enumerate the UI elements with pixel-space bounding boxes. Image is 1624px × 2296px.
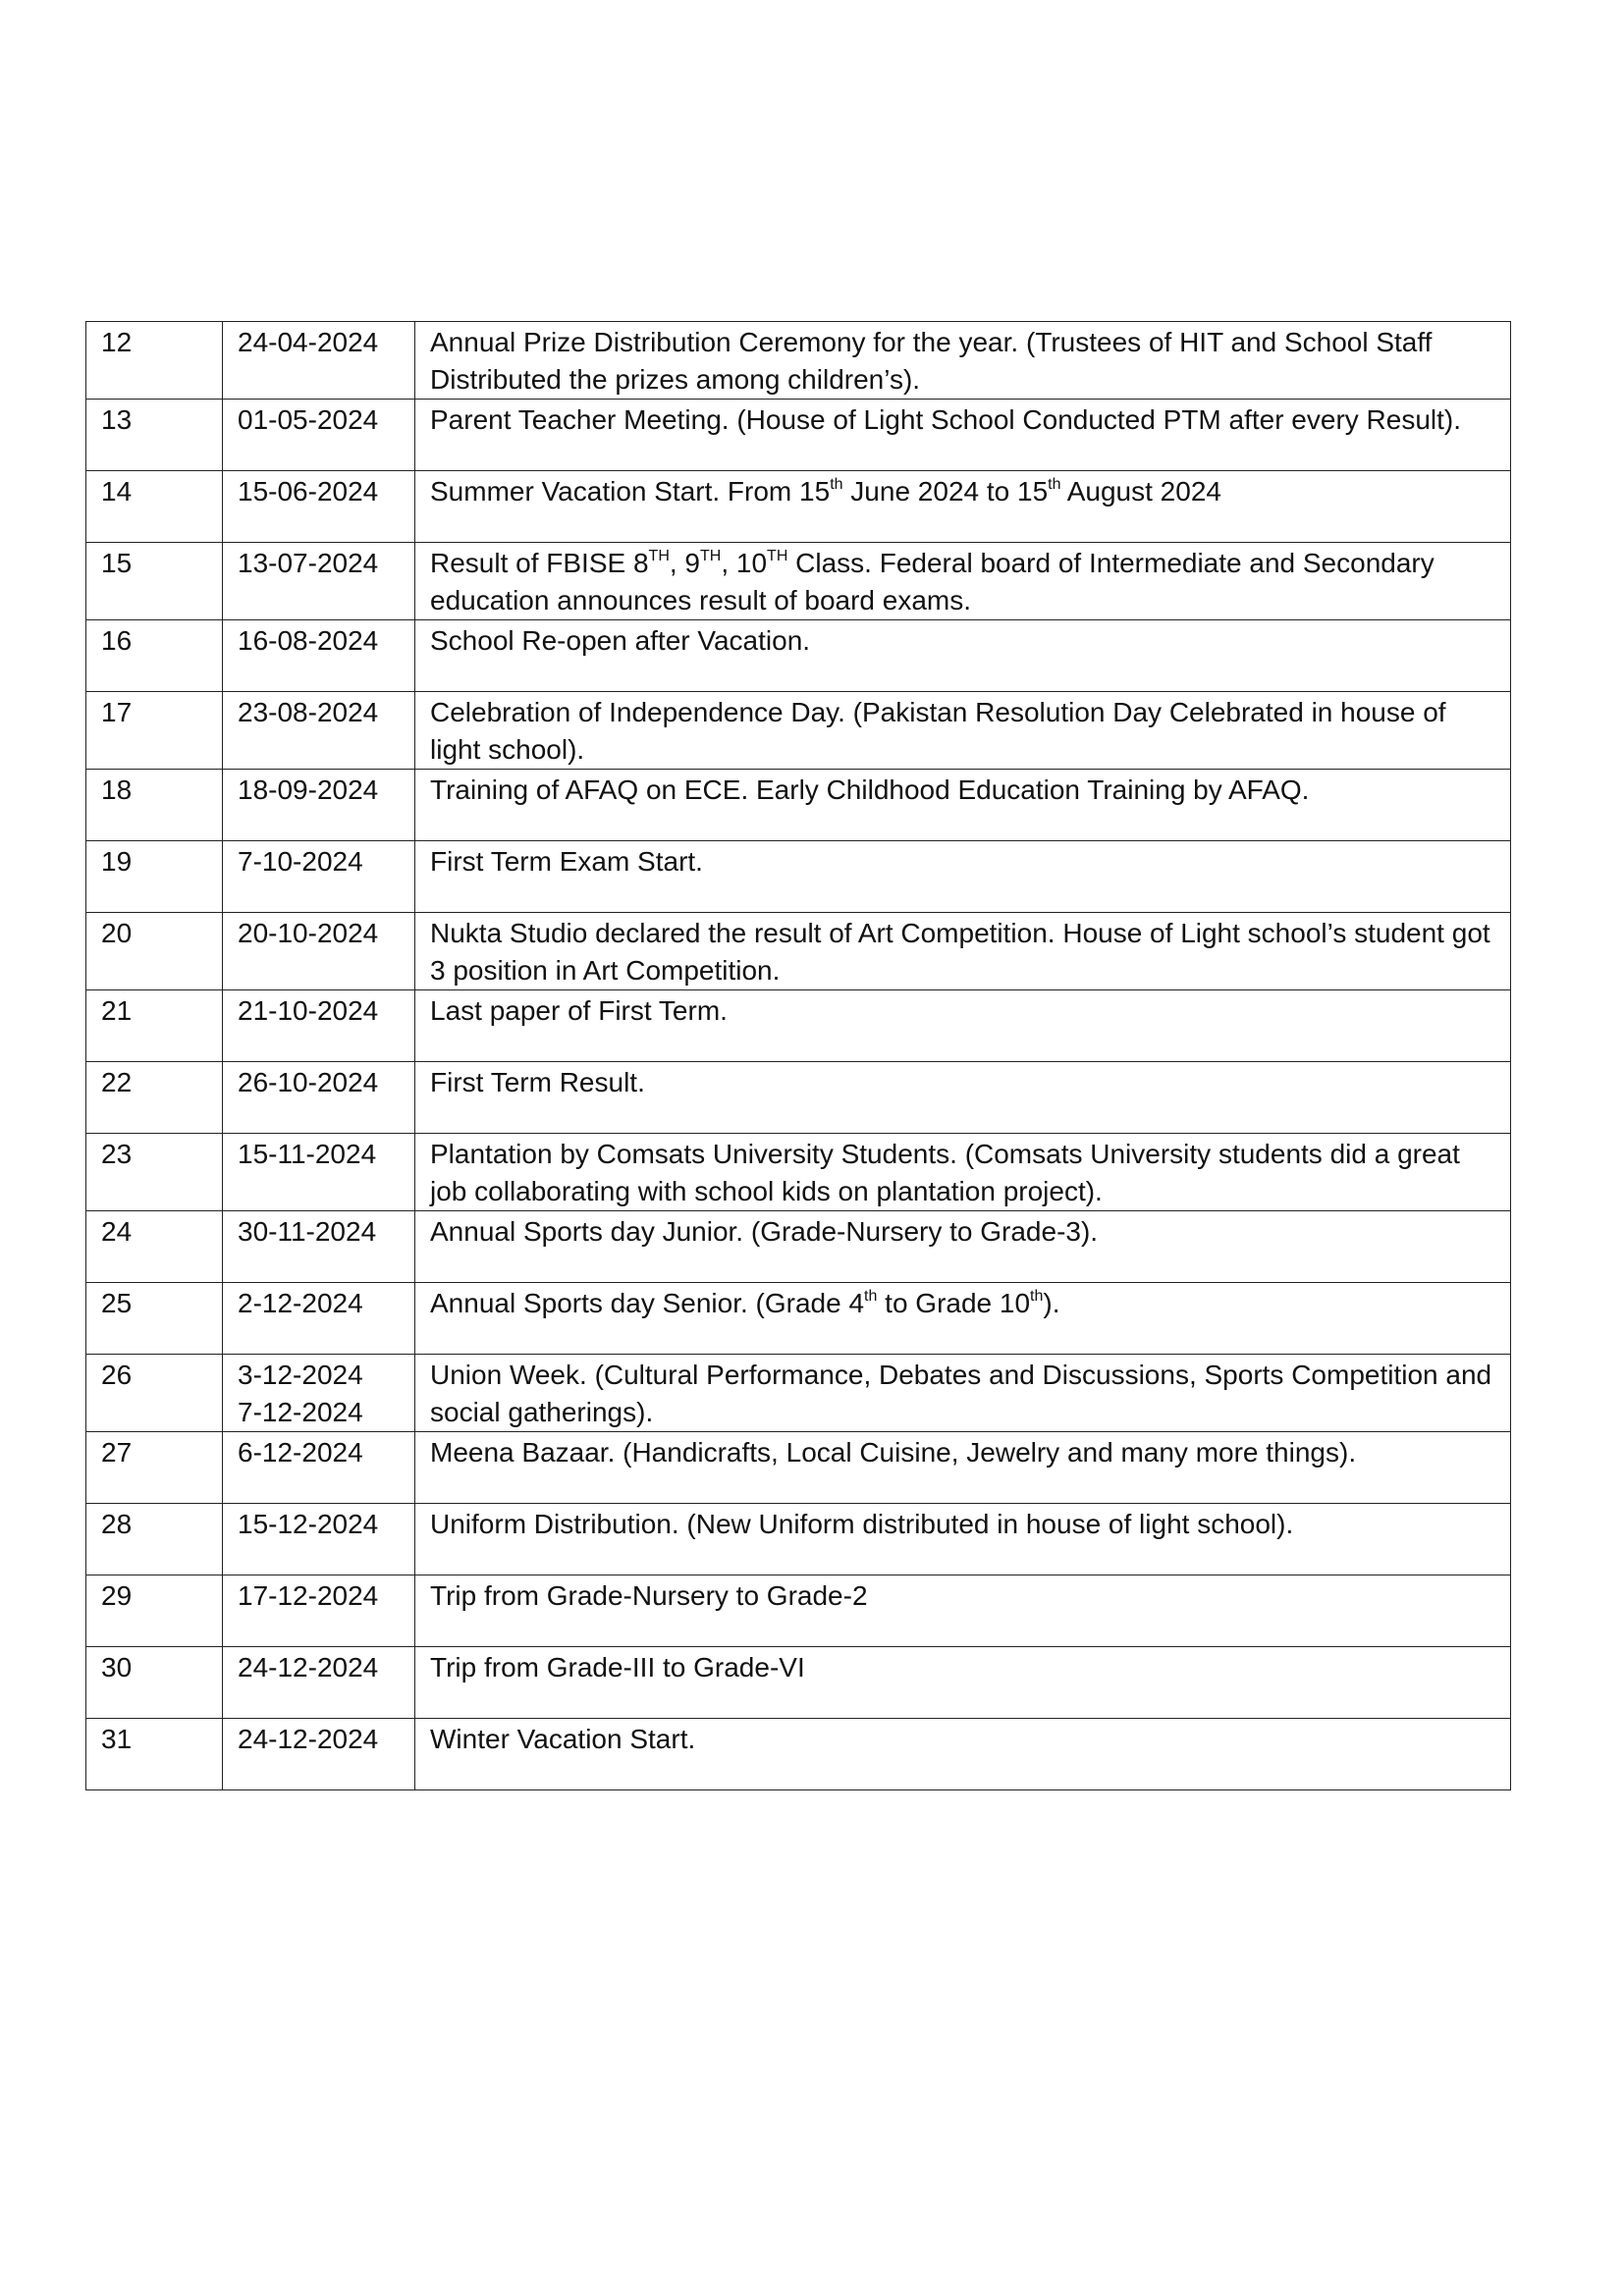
row-description: Training of AFAQ on ECE. Early Childhood Education Training by AFAQ. (415, 770, 1511, 841)
row-number: 23 (86, 1134, 223, 1211)
row-date: 2-12-2024 (223, 1283, 415, 1355)
row-description: School Re-open after Vacation. (415, 620, 1511, 692)
ordinal-suffix: th (1048, 475, 1061, 493)
row-description: Last paper of First Term. (415, 990, 1511, 1062)
row-date: 6-12-2024 (223, 1432, 415, 1504)
row-number: 18 (86, 770, 223, 841)
row-description (415, 543, 1511, 620)
ordinal-suffix: TH (700, 547, 722, 564)
table-row (86, 1134, 1511, 1211)
row-date: 16-08-2024 (223, 620, 415, 692)
table-row (86, 620, 1511, 692)
row-date: 26-10-2024 (223, 1062, 415, 1134)
row-description: First Term Exam Start. (415, 841, 1511, 913)
table-row (86, 990, 1511, 1062)
description-text: Result of FBISE 8 (430, 548, 649, 578)
description-text: June 2024 to 15 (842, 476, 1049, 507)
row-description: Trip from Grade-III to Grade-VI (415, 1647, 1511, 1719)
row-number: 31 (86, 1719, 223, 1790)
table-row (86, 913, 1511, 990)
row-number: 14 (86, 471, 223, 543)
row-number: 24 (86, 1211, 223, 1283)
row-description: First Term Result. (415, 1062, 1511, 1134)
row-date: 21-10-2024 (223, 990, 415, 1062)
table-row (86, 1719, 1511, 1790)
row-date: 23-08-2024 (223, 692, 415, 770)
row-date: 7-10-2024 (223, 841, 415, 913)
row-date: 24-12-2024 (223, 1719, 415, 1790)
row-description: Celebration of Independence Day. (Pakistan Resolution Day Celebrated in house of light school). (415, 692, 1511, 770)
row-date: 13-07-2024 (223, 543, 415, 620)
row-date: 18-09-2024 (223, 770, 415, 841)
row-date: 20-10-2024 (223, 913, 415, 990)
row-description: Parent Teacher Meeting. (House of Light School Conducted PTM after every Result). (415, 400, 1511, 471)
description-text: to Grade 10 (877, 1288, 1031, 1318)
description-text: Summer Vacation Start. From 15 (430, 476, 831, 507)
row-description (415, 471, 1511, 543)
row-description: Plantation by Comsats University Students. (Comsats University students did a great job collaborating with school kids on plantation project). (415, 1134, 1511, 1211)
row-date: 24-12-2024 (223, 1647, 415, 1719)
ordinal-suffix: TH (767, 547, 788, 564)
table-row (86, 1283, 1511, 1355)
row-description: Annual Prize Distribution Ceremony for the year. (Trustees of HIT and School Staff Distributed the prizes among children’s). (415, 322, 1511, 400)
row-number: 30 (86, 1647, 223, 1719)
row-date: 17-12-2024 (223, 1575, 415, 1647)
description-text: , 10 (721, 548, 768, 578)
ordinal-suffix: th (830, 475, 843, 493)
row-date: 15-12-2024 (223, 1504, 415, 1575)
row-description: Annual Sports day Junior. (Grade-Nursery to Grade-3). (415, 1211, 1511, 1283)
description-text: August 2024 (1060, 476, 1221, 507)
row-description: Trip from Grade-Nursery to Grade-2 (415, 1575, 1511, 1647)
row-number: 22 (86, 1062, 223, 1134)
date-start: 3-12-2024 (238, 1360, 363, 1390)
row-number: 19 (86, 841, 223, 913)
table-row (86, 543, 1511, 620)
row-date: 01-05-2024 (223, 400, 415, 471)
table-row (86, 1575, 1511, 1647)
row-number: 29 (86, 1575, 223, 1647)
table-row (86, 770, 1511, 841)
row-number: 15 (86, 543, 223, 620)
row-date: 24-04-2024 (223, 322, 415, 400)
row-number: 17 (86, 692, 223, 770)
date-end: 7-12-2024 (238, 1397, 363, 1427)
table-row (86, 471, 1511, 543)
row-description: Nukta Studio declared the result of Art Competition. House of Light school’s student got 3 position in Art Competition. (415, 913, 1511, 990)
ordinal-suffix: th (1030, 1287, 1044, 1305)
table-row (86, 1647, 1511, 1719)
table-row (86, 1355, 1511, 1432)
table-row (86, 322, 1511, 400)
description-text: Annual Sports day Senior. (Grade 4 (430, 1288, 865, 1318)
row-number: 13 (86, 400, 223, 471)
table-row (86, 1211, 1511, 1283)
description-text: , 9 (669, 548, 701, 578)
row-number: 20 (86, 913, 223, 990)
row-date: 15-11-2024 (223, 1134, 415, 1211)
table-row (86, 692, 1511, 770)
row-description (415, 1283, 1511, 1355)
description-text: Class. Federal board of Intermediate and Secondary education announces result of board exams. (430, 548, 1435, 615)
ordinal-suffix: TH (648, 547, 670, 564)
table-row (86, 1432, 1511, 1504)
row-number: 26 (86, 1355, 223, 1432)
row-date (223, 1355, 415, 1432)
events-table (85, 321, 1511, 1790)
table-row (86, 1062, 1511, 1134)
table-row (86, 841, 1511, 913)
row-description: Union Week. (Cultural Performance, Debates and Discussions, Sports Competition and social gatherings). (415, 1355, 1511, 1432)
row-number: 16 (86, 620, 223, 692)
row-description: Meena Bazaar. (Handicrafts, Local Cuisine, Jewelry and many more things). (415, 1432, 1511, 1504)
description-text: ). (1043, 1288, 1060, 1318)
row-number: 12 (86, 322, 223, 400)
row-description: Uniform Distribution. (New Uniform distributed in house of light school). (415, 1504, 1511, 1575)
row-date: 15-06-2024 (223, 471, 415, 543)
ordinal-suffix: th (864, 1287, 878, 1305)
row-number: 25 (86, 1283, 223, 1355)
row-number: 21 (86, 990, 223, 1062)
table-row (86, 1504, 1511, 1575)
table-row (86, 400, 1511, 471)
row-description: Winter Vacation Start. (415, 1719, 1511, 1790)
row-date: 30-11-2024 (223, 1211, 415, 1283)
row-number: 28 (86, 1504, 223, 1575)
row-number: 27 (86, 1432, 223, 1504)
